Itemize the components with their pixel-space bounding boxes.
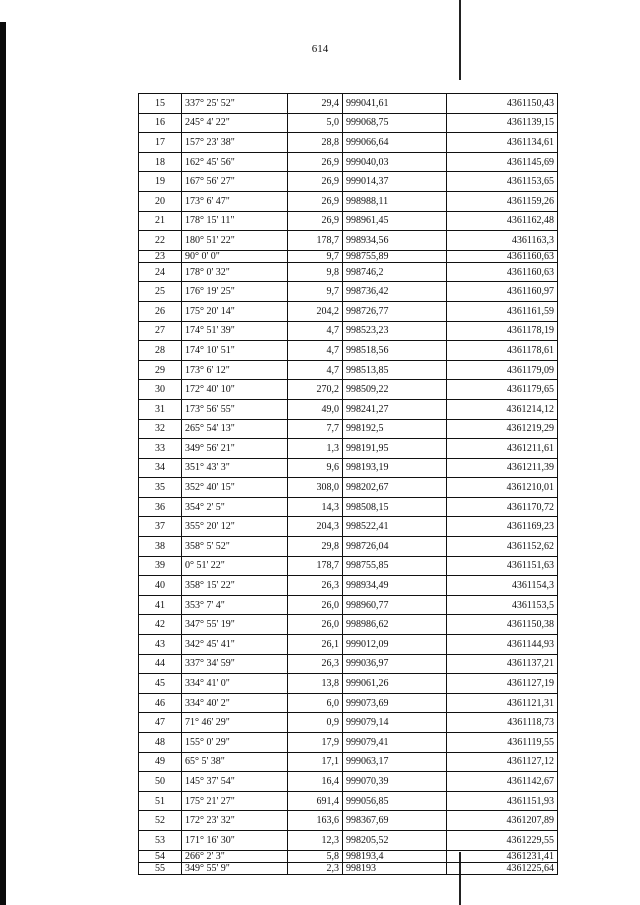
coordinate-x-cell: 998193 — [343, 862, 447, 874]
distance-cell: 270,2 — [288, 380, 343, 400]
coordinate-y-cell: 4361118,73 — [447, 713, 558, 733]
distance-cell: 204,3 — [288, 517, 343, 537]
coordinate-x-cell: 999079,14 — [343, 713, 447, 733]
point-number-cell: 44 — [139, 654, 182, 674]
direction-angle-cell: 173° 6' 12" — [182, 360, 288, 380]
coordinate-y-cell: 4361161,59 — [447, 301, 558, 321]
point-number-cell: 46 — [139, 693, 182, 713]
coordinate-y-cell: 4361153,5 — [447, 595, 558, 615]
coordinate-y-cell: 4361178,19 — [447, 321, 558, 341]
point-number-cell: 37 — [139, 517, 182, 537]
point-number-cell: 40 — [139, 576, 182, 596]
coordinate-x-cell: 998736,42 — [343, 282, 447, 302]
table-row — [139, 172, 558, 192]
distance-cell: 17,9 — [288, 733, 343, 753]
point-number-cell: 27 — [139, 321, 182, 341]
distance-cell: 13,8 — [288, 674, 343, 694]
coordinate-x-cell: 998726,77 — [343, 301, 447, 321]
table-row — [139, 94, 558, 114]
point-number-cell: 19 — [139, 172, 182, 192]
distance-cell: 49,0 — [288, 399, 343, 419]
table-row — [139, 360, 558, 380]
direction-angle-cell: 334° 40' 2" — [182, 693, 288, 713]
distance-cell: 5,0 — [288, 113, 343, 133]
distance-cell: 178,7 — [288, 231, 343, 251]
direction-angle-cell: 175° 20' 14" — [182, 301, 288, 321]
point-number-cell: 53 — [139, 830, 182, 850]
coordinate-y-cell: 4361160,63 — [447, 250, 558, 262]
table-row — [139, 772, 558, 792]
direction-angle-cell: 265° 54' 13" — [182, 419, 288, 439]
point-number-cell: 43 — [139, 635, 182, 655]
distance-cell: 4,7 — [288, 360, 343, 380]
point-number-cell: 50 — [139, 772, 182, 792]
coordinate-y-cell: 4361142,67 — [447, 772, 558, 792]
coordinate-y-cell: 4361145,69 — [447, 152, 558, 172]
coordinate-y-cell: 4361151,63 — [447, 556, 558, 576]
coordinate-x-cell: 998205,52 — [343, 830, 447, 850]
direction-angle-cell: 174° 51' 39" — [182, 321, 288, 341]
point-number-cell: 47 — [139, 713, 182, 733]
coordinate-x-cell: 998961,45 — [343, 211, 447, 231]
coordinate-y-cell: 4361170,72 — [447, 497, 558, 517]
coordinate-y-cell: 4361179,09 — [447, 360, 558, 380]
distance-cell: 26,9 — [288, 172, 343, 192]
distance-cell: 28,8 — [288, 133, 343, 153]
point-number-cell: 16 — [139, 113, 182, 133]
coordinate-y-cell: 4361137,21 — [447, 654, 558, 674]
table-row — [139, 576, 558, 596]
point-number-cell: 52 — [139, 811, 182, 831]
coordinate-y-cell: 4361211,61 — [447, 439, 558, 459]
distance-cell: 17,1 — [288, 752, 343, 772]
direction-angle-cell: 65° 5' 38" — [182, 752, 288, 772]
table-row — [139, 211, 558, 231]
direction-angle-cell: 155° 0' 29" — [182, 733, 288, 753]
table-row — [139, 850, 558, 862]
table-row — [139, 113, 558, 133]
table-row — [139, 556, 558, 576]
table-row — [139, 791, 558, 811]
coordinate-y-cell: 4361119,55 — [447, 733, 558, 753]
coordinate-x-cell: 999014,37 — [343, 172, 447, 192]
coordinate-y-cell: 4361210,01 — [447, 478, 558, 498]
coordinate-y-cell: 4361229,55 — [447, 830, 558, 850]
point-number-cell: 31 — [139, 399, 182, 419]
point-number-cell: 22 — [139, 231, 182, 251]
coordinate-x-cell: 998522,41 — [343, 517, 447, 537]
distance-cell: 26,3 — [288, 654, 343, 674]
table-row — [139, 674, 558, 694]
distance-cell: 308,0 — [288, 478, 343, 498]
coordinate-x-cell: 998508,15 — [343, 497, 447, 517]
coordinate-y-cell: 4361152,62 — [447, 537, 558, 557]
direction-angle-cell: 337° 34' 59" — [182, 654, 288, 674]
coordinate-x-cell: 999070,39 — [343, 772, 447, 792]
table-row — [139, 693, 558, 713]
direction-angle-cell: 173° 6' 47" — [182, 191, 288, 211]
coordinate-x-cell: 998934,49 — [343, 576, 447, 596]
direction-angle-cell: 347° 55' 19" — [182, 615, 288, 635]
coordinate-x-cell: 998509,22 — [343, 380, 447, 400]
coordinate-y-cell: 4361160,97 — [447, 282, 558, 302]
distance-cell: 26,3 — [288, 576, 343, 596]
coordinate-x-cell: 999066,64 — [343, 133, 447, 153]
table-row — [139, 262, 558, 282]
direction-angle-cell: 355° 20' 12" — [182, 517, 288, 537]
coordinate-y-cell: 4361163,3 — [447, 231, 558, 251]
table-row — [139, 231, 558, 251]
coordinate-y-cell: 4361121,31 — [447, 693, 558, 713]
direction-angle-cell: 173° 56' 55" — [182, 399, 288, 419]
direction-angle-cell: 162° 45' 56" — [182, 152, 288, 172]
direction-angle-cell: 352° 40' 15" — [182, 478, 288, 498]
distance-cell: 6,0 — [288, 693, 343, 713]
direction-angle-cell: 358° 5' 52" — [182, 537, 288, 557]
coordinate-x-cell: 999061,26 — [343, 674, 447, 694]
coordinate-x-cell: 998746,2 — [343, 262, 447, 282]
point-number-cell: 17 — [139, 133, 182, 153]
direction-angle-cell: 334° 41' 0" — [182, 674, 288, 694]
distance-cell: 26,9 — [288, 211, 343, 231]
point-number-cell: 21 — [139, 211, 182, 231]
coordinate-y-cell: 4361160,63 — [447, 262, 558, 282]
distance-cell: 204,2 — [288, 301, 343, 321]
point-number-cell: 45 — [139, 674, 182, 694]
coordinate-x-cell: 998241,27 — [343, 399, 447, 419]
table-row — [139, 458, 558, 478]
point-number-cell: 20 — [139, 191, 182, 211]
direction-angle-cell: 178° 15' 11" — [182, 211, 288, 231]
coordinate-y-cell: 4361207,89 — [447, 811, 558, 831]
distance-cell: 0,9 — [288, 713, 343, 733]
point-number-cell: 41 — [139, 595, 182, 615]
coordinate-x-cell: 998202,67 — [343, 478, 447, 498]
coordinate-x-cell: 998193,4 — [343, 850, 447, 862]
coordinate-x-cell: 999063,17 — [343, 752, 447, 772]
table-row — [139, 595, 558, 615]
distance-cell: 9,8 — [288, 262, 343, 282]
direction-angle-cell: 172° 23' 32" — [182, 811, 288, 831]
distance-cell: 26,0 — [288, 595, 343, 615]
coordinate-x-cell: 999012,09 — [343, 635, 447, 655]
distance-cell: 29,8 — [288, 537, 343, 557]
coordinate-x-cell: 999068,75 — [343, 113, 447, 133]
distance-cell: 2,3 — [288, 862, 343, 874]
coordinate-y-cell: 4361159,26 — [447, 191, 558, 211]
table-row — [139, 282, 558, 302]
distance-cell: 14,3 — [288, 497, 343, 517]
direction-angle-cell: 172° 40' 10" — [182, 380, 288, 400]
direction-angle-cell: 353° 7' 4" — [182, 595, 288, 615]
point-number-cell: 32 — [139, 419, 182, 439]
coordinate-x-cell: 998755,89 — [343, 250, 447, 262]
table-row — [139, 517, 558, 537]
distance-cell: 29,4 — [288, 94, 343, 114]
coordinate-y-cell: 4361179,65 — [447, 380, 558, 400]
direction-angle-cell: 354° 2' 5" — [182, 497, 288, 517]
point-number-cell: 15 — [139, 94, 182, 114]
coordinate-x-cell: 998513,85 — [343, 360, 447, 380]
point-number-cell: 33 — [139, 439, 182, 459]
coordinate-x-cell: 998193,19 — [343, 458, 447, 478]
coordinate-y-cell: 4361214,12 — [447, 399, 558, 419]
direction-angle-cell: 71° 46' 29" — [182, 713, 288, 733]
table-row — [139, 615, 558, 635]
table-row — [139, 380, 558, 400]
point-number-cell: 28 — [139, 341, 182, 361]
distance-cell: 9,7 — [288, 250, 343, 262]
point-number-cell: 55 — [139, 862, 182, 874]
direction-angle-cell: 90° 0' 0" — [182, 250, 288, 262]
coordinate-y-cell: 4361151,93 — [447, 791, 558, 811]
table-row — [139, 811, 558, 831]
table-body — [139, 94, 558, 875]
coordinate-y-cell: 4361225,64 — [447, 862, 558, 874]
point-number-cell: 29 — [139, 360, 182, 380]
table-row — [139, 321, 558, 341]
table-row — [139, 478, 558, 498]
coordinate-x-cell: 999073,69 — [343, 693, 447, 713]
direction-angle-cell: 178° 0' 32" — [182, 262, 288, 282]
point-number-cell: 30 — [139, 380, 182, 400]
point-number-cell: 25 — [139, 282, 182, 302]
point-number-cell: 39 — [139, 556, 182, 576]
coordinate-x-cell: 998934,56 — [343, 231, 447, 251]
coordinates-table — [138, 93, 558, 875]
coordinate-x-cell: 998523,23 — [343, 321, 447, 341]
coordinate-x-cell: 998726,04 — [343, 537, 447, 557]
coordinate-x-cell: 999041,61 — [343, 94, 447, 114]
coordinate-y-cell: 4361127,19 — [447, 674, 558, 694]
direction-angle-cell: 176° 19' 25" — [182, 282, 288, 302]
point-number-cell: 18 — [139, 152, 182, 172]
point-number-cell: 24 — [139, 262, 182, 282]
table-row — [139, 713, 558, 733]
point-number-cell: 48 — [139, 733, 182, 753]
coordinate-x-cell: 998986,62 — [343, 615, 447, 635]
table-row — [139, 537, 558, 557]
direction-angle-cell: 337° 25' 52" — [182, 94, 288, 114]
coordinate-y-cell: 4361150,43 — [447, 94, 558, 114]
table-row — [139, 862, 558, 874]
coordinate-y-cell: 4361211,39 — [447, 458, 558, 478]
coordinate-x-cell: 999036,97 — [343, 654, 447, 674]
distance-cell: 9,6 — [288, 458, 343, 478]
distance-cell: 9,7 — [288, 282, 343, 302]
coordinate-y-cell: 4361144,93 — [447, 635, 558, 655]
table-row — [139, 399, 558, 419]
coordinate-x-cell: 998367,69 — [343, 811, 447, 831]
distance-cell: 1,3 — [288, 439, 343, 459]
table-row — [139, 250, 558, 262]
coordinate-y-cell: 4361139,15 — [447, 113, 558, 133]
table-row — [139, 191, 558, 211]
coordinate-y-cell: 4361162,48 — [447, 211, 558, 231]
coordinate-y-cell: 4361150,38 — [447, 615, 558, 635]
point-number-cell: 49 — [139, 752, 182, 772]
coordinate-y-cell: 4361127,12 — [447, 752, 558, 772]
coordinate-x-cell: 999056,85 — [343, 791, 447, 811]
direction-angle-cell: 245° 4' 22" — [182, 113, 288, 133]
point-number-cell: 42 — [139, 615, 182, 635]
coordinate-y-cell: 4361178,61 — [447, 341, 558, 361]
direction-angle-cell: 349° 56' 21" — [182, 439, 288, 459]
direction-angle-cell: 0° 51' 22" — [182, 556, 288, 576]
coordinate-x-cell: 998518,56 — [343, 341, 447, 361]
table-row — [139, 497, 558, 517]
distance-cell: 12,3 — [288, 830, 343, 850]
coordinate-x-cell: 998191,95 — [343, 439, 447, 459]
point-number-cell: 34 — [139, 458, 182, 478]
distance-cell: 7,7 — [288, 419, 343, 439]
table-row — [139, 152, 558, 172]
distance-cell: 16,4 — [288, 772, 343, 792]
scan-edge-line-top — [459, 0, 461, 80]
direction-angle-cell: 175° 21' 27" — [182, 791, 288, 811]
coordinate-y-cell: 4361154,3 — [447, 576, 558, 596]
distance-cell: 26,1 — [288, 635, 343, 655]
direction-angle-cell: 180° 51' 22" — [182, 231, 288, 251]
direction-angle-cell: 351° 43' 3" — [182, 458, 288, 478]
table-row — [139, 341, 558, 361]
point-number-cell: 35 — [139, 478, 182, 498]
point-number-cell: 54 — [139, 850, 182, 862]
distance-cell: 4,7 — [288, 321, 343, 341]
table-row — [139, 733, 558, 753]
point-number-cell: 26 — [139, 301, 182, 321]
direction-angle-cell: 358° 15' 22" — [182, 576, 288, 596]
table-row — [139, 439, 558, 459]
table-row — [139, 419, 558, 439]
direction-angle-cell: 266° 2' 3" — [182, 850, 288, 862]
direction-angle-cell: 174° 10' 51" — [182, 341, 288, 361]
page-number: 614 — [311, 43, 329, 55]
coordinate-y-cell: 4361231,41 — [447, 850, 558, 862]
coordinate-x-cell: 998988,11 — [343, 191, 447, 211]
direction-angle-cell: 171° 16' 30" — [182, 830, 288, 850]
direction-angle-cell: 167° 56' 27" — [182, 172, 288, 192]
point-number-cell: 51 — [139, 791, 182, 811]
coordinate-y-cell: 4361153,65 — [447, 172, 558, 192]
scan-edge-bar — [0, 22, 6, 905]
point-number-cell: 38 — [139, 537, 182, 557]
distance-cell: 178,7 — [288, 556, 343, 576]
distance-cell: 4,7 — [288, 341, 343, 361]
point-number-cell: 36 — [139, 497, 182, 517]
table-row — [139, 654, 558, 674]
coordinate-x-cell: 999079,41 — [343, 733, 447, 753]
coordinate-y-cell: 4361219,29 — [447, 419, 558, 439]
coordinate-y-cell: 4361169,23 — [447, 517, 558, 537]
point-number-cell: 23 — [139, 250, 182, 262]
distance-cell: 691,4 — [288, 791, 343, 811]
coordinate-x-cell: 998192,5 — [343, 419, 447, 439]
coordinate-x-cell: 999040,03 — [343, 152, 447, 172]
distance-cell: 5,8 — [288, 850, 343, 862]
table-row — [139, 830, 558, 850]
distance-cell: 26,0 — [288, 615, 343, 635]
table-row — [139, 133, 558, 153]
table-row — [139, 635, 558, 655]
direction-angle-cell: 349° 55' 9" — [182, 862, 288, 874]
distance-cell: 26,9 — [288, 191, 343, 211]
table-row — [139, 301, 558, 321]
coordinate-y-cell: 4361134,61 — [447, 133, 558, 153]
distance-cell: 163,6 — [288, 811, 343, 831]
direction-angle-cell: 145° 37' 54" — [182, 772, 288, 792]
direction-angle-cell: 342° 45' 41" — [182, 635, 288, 655]
coordinate-x-cell: 998755,85 — [343, 556, 447, 576]
direction-angle-cell: 157° 23' 38" — [182, 133, 288, 153]
distance-cell: 26,9 — [288, 152, 343, 172]
table-row — [139, 752, 558, 772]
coordinate-x-cell: 998960,77 — [343, 595, 447, 615]
